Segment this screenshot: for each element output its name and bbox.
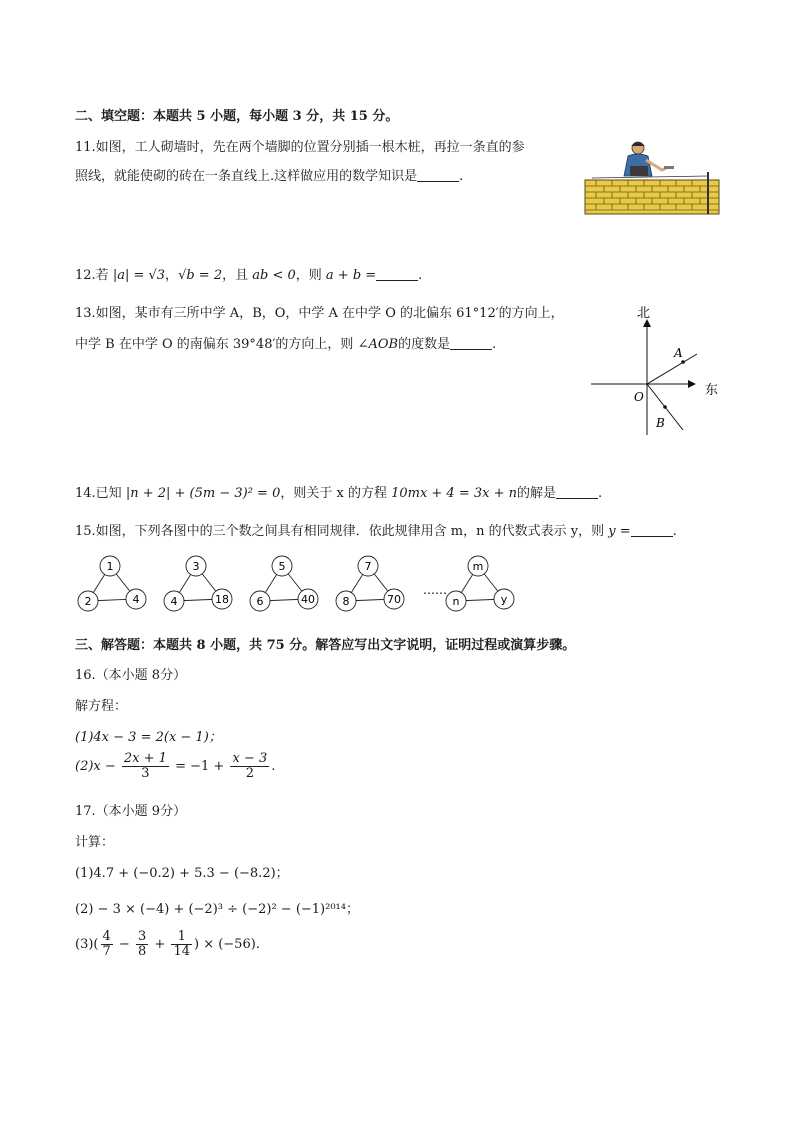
number-label-right: 40	[301, 593, 315, 606]
q11-line1: 11.如图，工人砌墙时，先在两个墙脚的位置分别插一根木桩，再拉一条直的参	[75, 140, 525, 155]
q17-part3	[75, 930, 260, 959]
q13-line2-end: 的度数是	[398, 337, 451, 352]
q17-title: 17.（本小题 9分）	[75, 804, 187, 819]
q17-part1: (1)4.7 + (−0.2) + 5.3 − (−8.2)；	[75, 866, 289, 881]
q14-mid: ，则关于 x 的方程	[280, 486, 392, 501]
q13-line2-text: 中学 B 在中学 O 的南偏东	[75, 337, 233, 352]
q12-end: .	[418, 268, 423, 283]
triangle-figure	[336, 556, 404, 611]
answer-blank	[631, 524, 673, 537]
q14: 14.已知 |n + 2| + (5m − 3)² = 0，则关于 x 的方程 10mx + 4 = 3x + n的解是 .	[75, 486, 603, 501]
q12-abs-a: |a| = √3	[112, 268, 166, 283]
A-label: A	[674, 346, 683, 360]
triangle-figure	[164, 556, 232, 611]
number-label-left: 2	[84, 595, 92, 608]
number-label-left: 4	[170, 595, 178, 608]
fraction-denominator: 7	[102, 944, 111, 959]
fraction-numerator: x − 3	[232, 751, 268, 766]
fraction-denominator: 3	[141, 766, 150, 781]
number-label-left: 8	[342, 595, 350, 608]
q14-condition: |n + 2| + (5m − 3)² = 0	[125, 486, 281, 501]
q13-angle2: 39°48′	[232, 337, 276, 352]
triangle-pattern-figure	[70, 552, 540, 616]
triangle-figure	[446, 556, 514, 611]
q17-minus: −	[118, 937, 130, 952]
number-label-top: 7	[364, 560, 372, 573]
fraction-denominator: 8	[137, 944, 147, 959]
ellipsis: ……	[423, 583, 447, 597]
bricklayer-figure	[582, 140, 722, 218]
number-label-top: m	[472, 560, 484, 573]
triangle-figure	[250, 556, 318, 611]
point-B	[663, 405, 667, 409]
q16-part2-mid: = −1 +	[175, 759, 225, 774]
q12	[75, 264, 422, 283]
q17-part2: (2) − 3 × (−4) + (−2)³ ÷ (−2)² − (−1)²⁰¹⁴；	[75, 902, 359, 917]
q13-line2-mid: 的方向上，则	[275, 337, 358, 352]
q16-part1: (1)4x − 3 = 2(x − 1)；	[75, 730, 222, 745]
q16-fraction1	[122, 752, 169, 781]
number-label-right: 70	[387, 593, 401, 606]
number-label-right: y	[500, 593, 508, 606]
q11-line2: 照线，就能使砌的砖在一条直线上.这样做应用的数学知识是 .	[75, 169, 464, 184]
east-label: 东	[705, 383, 719, 398]
q12-sep3: ，则	[295, 268, 326, 283]
number-label-left: n	[452, 595, 460, 608]
q12-sep1: ，	[165, 268, 179, 283]
q17-plus: +	[154, 937, 166, 952]
fraction-numerator: 4	[102, 929, 111, 944]
triangle-figure	[78, 556, 146, 611]
q17-part3-end: ) × (−56).	[193, 937, 260, 952]
fraction-numerator: 2x + 1	[123, 751, 167, 766]
section3-heading: 三、解答题：本题共 8 小题，共 75 分。解答应写出文字说明，证明过程或演算步骤。	[75, 638, 576, 653]
q13-line1	[75, 302, 564, 321]
q11-line2-text: 照线，就能使砌的砖在一条直线上.这样做应用的数学知识是	[75, 169, 418, 184]
q16-part2-start: (2)x −	[75, 759, 116, 774]
q17-instruction: 计算：	[75, 835, 115, 850]
fraction-numerator: 3	[137, 929, 147, 944]
q13-angle1: 61°12′	[456, 306, 499, 321]
number-label-top: 1	[106, 560, 114, 573]
fraction-denominator: 14	[173, 944, 190, 959]
q13-line1-end: 的方向上，	[498, 306, 564, 321]
q17-fraction2	[136, 930, 148, 959]
answer-blank	[556, 486, 598, 499]
q16-part2	[75, 752, 275, 781]
number-label-left: 6	[256, 595, 264, 608]
number-label-top: 5	[278, 560, 286, 573]
answer-blank	[417, 169, 459, 182]
q12-prefix: 12.若	[75, 268, 113, 283]
q12-condition: ab < 0	[252, 268, 296, 283]
q12-sep2: ，且	[222, 268, 253, 283]
q12-sqrt-b: √b = 2	[178, 268, 223, 283]
answer-blank	[450, 337, 492, 350]
fraction-numerator: 1	[171, 930, 192, 945]
section2-heading: 二、填空题：本题共 5 小题，每小题 3 分，共 15 分。	[75, 109, 399, 124]
q17-fraction1	[101, 930, 113, 959]
q13-line1-text: 13.如图，某市有三所中学 A，B，O，中学 A 在中学 O 的北偏东	[75, 306, 457, 321]
number-label-right: 18	[215, 593, 229, 606]
q14-end: 的解是	[517, 486, 557, 501]
q12-expression: a + b =	[325, 268, 377, 283]
q16-title: 16.（本小题 8分）	[75, 668, 187, 683]
ray-OA	[647, 354, 697, 384]
q14-equation: 10mx + 4 = 3x + n	[391, 486, 517, 501]
fraction-denominator: 2	[245, 766, 254, 781]
origin-label: O	[634, 390, 644, 404]
north-label: 北	[637, 306, 651, 321]
point-A	[681, 360, 685, 364]
q15-text: 15.如图，下列各图中的三个数之间具有相同规律．依此规律用含 m，n 的代数式表示 y，则	[75, 524, 609, 539]
q14-prefix: 14.已知	[75, 486, 126, 501]
q16-part2-end: .	[271, 759, 276, 774]
q15-y-equals: y =	[608, 524, 631, 539]
number-label-right: 4	[132, 593, 140, 606]
q16-fraction2	[230, 752, 269, 781]
q16-instruction: 解方程：	[75, 699, 128, 714]
number-label-top: 3	[192, 560, 200, 573]
q15: 15.如图，下列各图中的三个数之间具有相同规律．依此规律用含 m，n 的代数式表示 y，则 y = .	[75, 524, 677, 539]
compass-figure	[585, 300, 725, 440]
q17-part3-start: (3)(	[75, 937, 99, 952]
B-label: B	[656, 416, 665, 430]
q13-angle-name: ∠AOB	[357, 337, 399, 352]
answer-blank	[376, 268, 418, 281]
q13-line2: 中学 B 在中学 O 的南偏东 39°48′的方向上，则 ∠AOB的度数是 .	[75, 337, 497, 352]
q17-fraction3	[171, 930, 192, 959]
